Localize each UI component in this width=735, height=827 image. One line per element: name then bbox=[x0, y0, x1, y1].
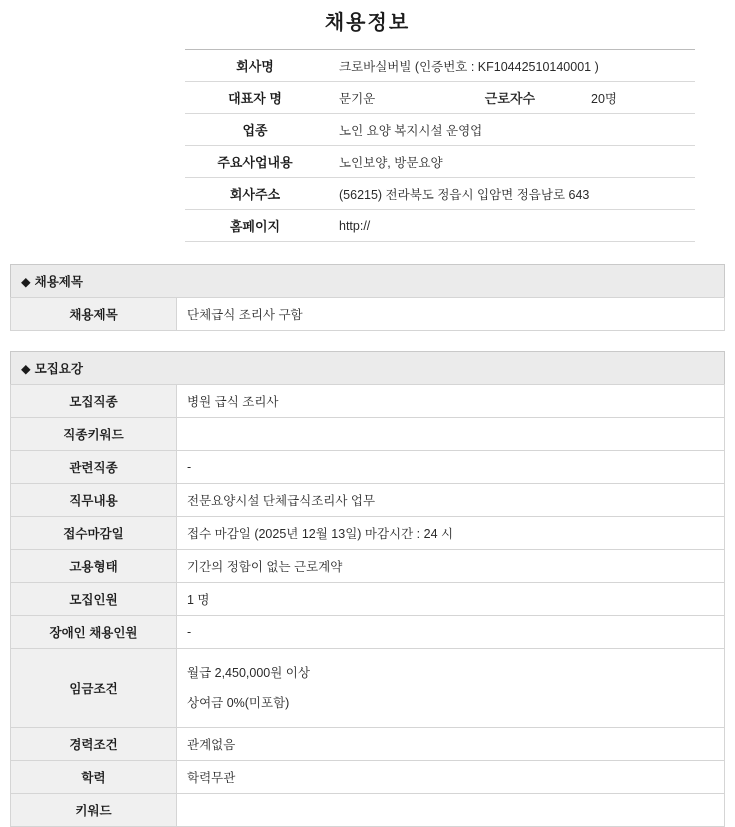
table-row bbox=[11, 649, 725, 728]
diamond-icon: ◆ bbox=[21, 362, 31, 376]
job-keyword-value bbox=[177, 418, 725, 451]
ceo-label: 대표자 명 bbox=[185, 82, 325, 114]
salary-bonus: 상여금 0%(미포함) bbox=[187, 696, 290, 710]
address-value bbox=[325, 178, 695, 210]
page-title: 채용정보 bbox=[324, 12, 411, 34]
salary-label: 임금조건 bbox=[11, 649, 177, 728]
company-info-table bbox=[185, 49, 695, 242]
education-value: 학력무관 bbox=[177, 761, 725, 794]
business-content-text: 노인보양, 방문요양 bbox=[339, 155, 443, 170]
table-row bbox=[11, 794, 725, 827]
headcount-value: 1 명 bbox=[177, 583, 725, 616]
table-row bbox=[11, 418, 725, 451]
deadline-label: 접수마감일 bbox=[11, 517, 177, 550]
table-row bbox=[185, 146, 695, 178]
industry-value bbox=[325, 114, 695, 146]
recruit-details-section-header-label: 모집요강 bbox=[34, 362, 83, 376]
salary-monthly: 월급 2,450,000원 이상 bbox=[187, 666, 310, 680]
table-row bbox=[185, 114, 695, 146]
disabled-headcount-value: - bbox=[177, 616, 725, 649]
related-job-label: 관련직종 bbox=[11, 451, 177, 484]
company-name-value bbox=[325, 50, 695, 82]
company-name-label: 회사명 bbox=[185, 50, 325, 82]
recruit-details-table bbox=[10, 384, 725, 827]
company-info-body bbox=[185, 50, 695, 242]
experience-label: 경력조건 bbox=[11, 728, 177, 761]
recruit-title-table bbox=[10, 297, 725, 331]
headcount-label: 모집인원 bbox=[11, 583, 177, 616]
business-content-label: 주요사업내용 bbox=[185, 146, 325, 178]
industry-label: 업종 bbox=[185, 114, 325, 146]
employment-type-label: 고용형태 bbox=[11, 550, 177, 583]
table-row bbox=[11, 583, 725, 616]
address-text: (56215) 전라북도 정읍시 입암면 정읍남로 643 bbox=[339, 187, 590, 202]
experience-value: 관계없음 bbox=[177, 728, 725, 761]
job-category-label: 모집직종 bbox=[11, 385, 177, 418]
related-job-value: - bbox=[177, 451, 725, 484]
company-name-text: 크로바실버빌 (인증번호 : KF10442510140001 ) bbox=[339, 59, 599, 74]
job-category-value: 병원 급식 조리사 bbox=[177, 385, 725, 418]
education-label: 학력 bbox=[11, 761, 177, 794]
recruit-title-label: 채용제목 bbox=[11, 298, 177, 331]
recruit-title-section-header bbox=[10, 264, 725, 297]
business-content-value bbox=[325, 146, 695, 178]
keyword-label: 키워드 bbox=[11, 794, 177, 827]
employment-type-value: 기간의 정함이 없는 근로계약 bbox=[177, 550, 725, 583]
table-row bbox=[185, 210, 695, 242]
homepage-label: 홈페이지 bbox=[185, 210, 325, 242]
diamond-icon: ◆ bbox=[21, 275, 31, 289]
table-row bbox=[185, 82, 695, 114]
table-row bbox=[185, 50, 695, 82]
table-row bbox=[185, 178, 695, 210]
ceo-name-text: 문기운 bbox=[339, 91, 376, 106]
table-row bbox=[11, 616, 725, 649]
homepage-value bbox=[325, 210, 695, 242]
recruit-title-section bbox=[10, 264, 725, 331]
table-row bbox=[11, 385, 725, 418]
industry-text: 노인 요양 복지시설 운영업 bbox=[339, 123, 483, 138]
address-label: 회사주소 bbox=[185, 178, 325, 210]
recruit-title-value: 단체급식 조리사 구함 bbox=[177, 298, 725, 331]
table-row bbox=[11, 517, 725, 550]
salary-value bbox=[177, 649, 725, 728]
job-keyword-label: 직종키워드 bbox=[11, 418, 177, 451]
table-row bbox=[11, 298, 725, 331]
recruit-details-section bbox=[10, 351, 725, 827]
table-row bbox=[11, 761, 725, 794]
deadline-value: 접수 마감일 (2025년 12월 13일) 마감시간 : 24 시 bbox=[177, 517, 725, 550]
homepage-link[interactable]: http:// bbox=[339, 218, 371, 233]
table-row bbox=[11, 728, 725, 761]
job-description-value: 전문요양시설 단체급식조리사 업무 bbox=[177, 484, 725, 517]
job-description-label: 직무내용 bbox=[11, 484, 177, 517]
recruit-details-section-header bbox=[10, 351, 725, 384]
disabled-headcount-label: 장애인 채용인원 bbox=[11, 616, 177, 649]
employee-count-label: 근로자수 bbox=[484, 91, 536, 106]
table-row bbox=[11, 484, 725, 517]
ceo-value bbox=[325, 82, 695, 114]
keyword-value bbox=[177, 794, 725, 827]
table-row bbox=[11, 550, 725, 583]
table-row bbox=[11, 451, 725, 484]
recruit-title-section-header-label: 채용제목 bbox=[34, 275, 83, 289]
employee-count-value: 20명 bbox=[591, 91, 617, 106]
